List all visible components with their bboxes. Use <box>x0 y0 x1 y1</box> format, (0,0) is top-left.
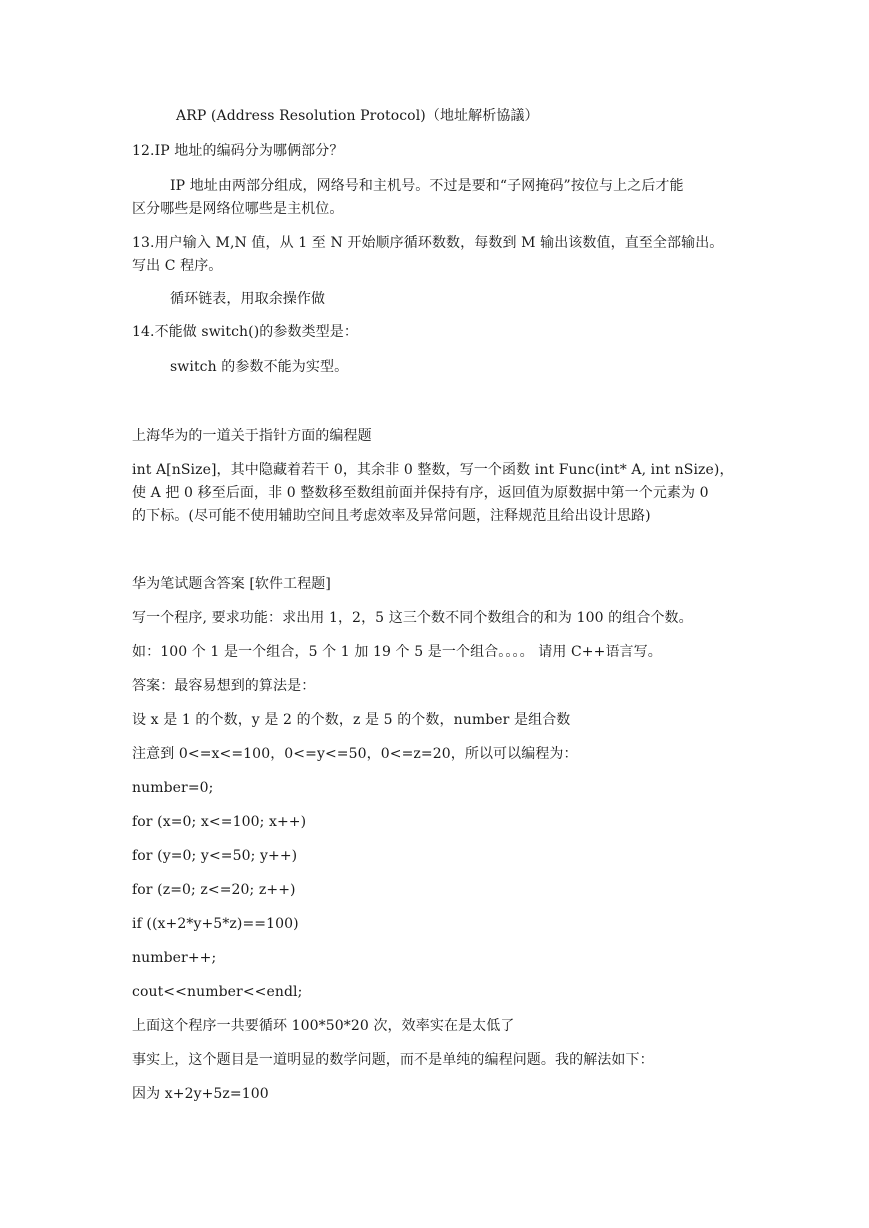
code-line-6: number++; <box>132 950 217 966</box>
question-12: 12.IP 地址的编码分为哪俩部分？ <box>132 143 344 159</box>
question-13-line-2: 写出 C 程序。 <box>132 258 223 274</box>
code-line-7: cout<<number<<endl; <box>132 984 303 1000</box>
question-14: 14.不能做 switch()的参数类型是： <box>132 324 358 340</box>
code-line-5: if ((x+2*y+5*z)==100) <box>132 916 299 932</box>
answer-12-line-1: IP 地址由两部分组成，网络号和主机号。不过是要和“子网掩码”按位与上之后才能 <box>170 178 684 194</box>
answer-intro: 答案：最容易想到的算法是： <box>132 678 316 694</box>
pointer-problem-line-2: 使 A 把 0 移至后面，非 0 整数移至数组前面并保持有序，返回值为原数据中第一个元素为 0 <box>132 485 709 501</box>
code-line-4: for (z=0; z<=20; z++) <box>132 882 296 898</box>
efficiency-note: 上面这个程序一共要循环 100*50*20 次，效率实在是太低了 <box>132 1018 515 1034</box>
answer-14: switch 的参数不能为实型。 <box>170 359 349 375</box>
pointer-problem-line-3: 的下标。(尽可能不使用辅助空间且考虑效率及异常问题，注释规范且给出设计思路) <box>132 508 651 524</box>
section-heading-pointer: 上海华为的一道关于指针方面的编程题 <box>132 428 372 444</box>
code-line-1: number=0; <box>132 780 214 796</box>
variable-definition: 设 x 是 1 的个数，y 是 2 的个数，z 是 5 的个数，number 是组合数 <box>132 712 571 728</box>
code-line-2: for (x=0; x<=100; x++) <box>132 814 307 830</box>
range-note: 注意到 0<=x<=100，0<=y<=50，0<=z=20，所以可以编程为： <box>132 746 578 762</box>
code-line-3: for (y=0; y<=50; y++) <box>132 848 298 864</box>
answer-12-line-2: 区分哪些是网络位哪些是主机位。 <box>132 201 344 217</box>
section-heading-huawei: 华为笔试题含答案 [软件工程题] <box>132 576 331 592</box>
arp-definition: ARP (Address Resolution Protocol)（地址解析協議） <box>176 108 539 124</box>
answer-13: 循环链表，用取余操作做 <box>170 291 326 307</box>
equation-line: 因为 x+2y+5z=100 <box>132 1086 269 1102</box>
pointer-problem-line-1: int A[nSize]，其中隐藏着若干 0，其余非 0 整数，写一个函数 int Func(int* A, int nSize)， <box>132 462 734 478</box>
math-approach-note: 事实上，这个题目是一道明显的数学问题，而不是单纯的编程问题。我的解法如下： <box>132 1052 654 1068</box>
task-example: 如：100 个 1 是一个组合，5 个 1 加 19 个 5 是一个组合。。。。 请用 C++语言写。 <box>132 644 662 660</box>
task-description: 写一个程序, 要求功能：求出用 1，2，5 这三个数不同个数组合的和为 100 的组合个数。 <box>132 610 693 626</box>
question-13-line-1: 13.用户输入 M,N 值，从 1 至 N 开始顺序循环数数，每数到 M 输出该数值，直至全部输出。 <box>132 235 724 251</box>
